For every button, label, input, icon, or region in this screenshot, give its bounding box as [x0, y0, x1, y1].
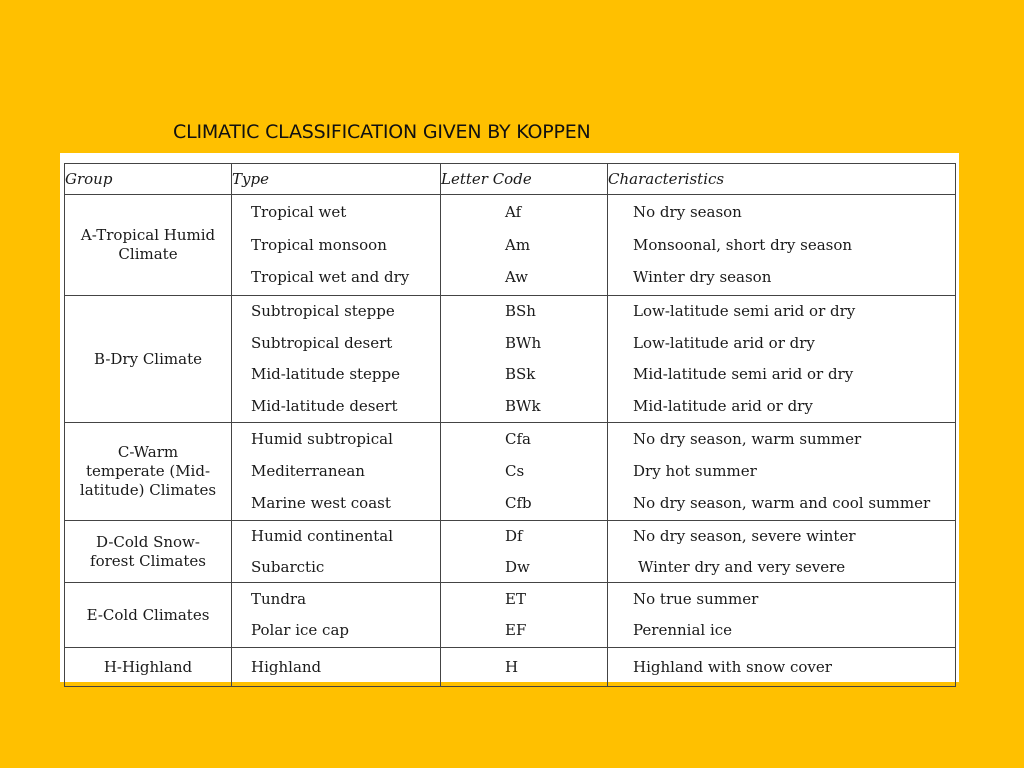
type-text: Subtropical steppe: [251, 302, 395, 321]
type-text: Tundra: [251, 589, 307, 608]
characteristics-text: No dry season, warm summer: [633, 430, 862, 448]
table-row: [65, 521, 956, 583]
group-name-line: latitude) Climates: [79, 481, 217, 499]
group-name-line: C-Warm: [117, 443, 179, 461]
type-cell: [232, 423, 441, 521]
char-cell: [608, 423, 956, 521]
char-cell: [608, 648, 956, 687]
type-text: Marine west coast: [251, 494, 391, 512]
type-text: Mediterranean: [251, 462, 365, 480]
characteristics-text: Monsoonal, short dry season: [633, 235, 853, 254]
char-cell: [608, 583, 956, 648]
characteristics-text: Dry hot summer: [633, 462, 757, 480]
header-letter-code: Letter Code: [441, 164, 608, 195]
characteristics-text: No dry season: [633, 202, 742, 221]
characteristics-text: Highland with snow cover: [633, 657, 832, 676]
code-cell: [441, 521, 608, 583]
koppen-classification-table: [64, 163, 956, 687]
slide-title: CLIMATIC CLASSIFICATION GIVEN BY KOPPEN: [173, 121, 591, 143]
type-text: Polar ice cap: [251, 621, 349, 640]
char-cell: [608, 521, 956, 583]
letter-code-text: EF: [505, 621, 527, 640]
type-text: Tropical wet and dry: [251, 268, 410, 287]
type-text: Humid continental: [251, 527, 394, 545]
group-name-line: A-Tropical Humid: [80, 226, 216, 244]
char-cell: [608, 296, 956, 423]
code-cell: [441, 583, 608, 648]
type-cell: [232, 648, 441, 687]
characteristics-text: Perennial ice: [633, 621, 733, 640]
header-row: [65, 164, 956, 195]
type-text: Mid-latitude steppe: [251, 365, 401, 384]
group-cell: [65, 648, 232, 687]
type-text: Humid subtropical: [251, 430, 393, 448]
letter-code-text: Cfb: [505, 494, 532, 512]
letter-code-text: ET: [505, 589, 526, 608]
group-cell: [65, 583, 232, 648]
letter-code-text: Aw: [505, 268, 528, 287]
type-text: Highland: [251, 657, 322, 676]
letter-code-text: Am: [505, 235, 531, 254]
type-cell: [232, 195, 441, 296]
letter-code-text: Af: [505, 202, 522, 221]
group-name-line: D-Cold Snow-: [96, 532, 200, 551]
header-characteristics: Characteristics: [608, 164, 956, 195]
letter-code-text: H: [505, 657, 519, 676]
char-cell: [608, 195, 956, 296]
group-name-line: Climate: [118, 245, 178, 263]
letter-code-text: BSh: [505, 302, 536, 321]
type-cell: [232, 296, 441, 423]
characteristics-text: Mid-latitude semi arid or dry: [633, 365, 854, 384]
characteristics-text: Winter dry season: [633, 268, 772, 287]
group-name-line: forest Climates: [90, 551, 206, 570]
letter-code-text: BSk: [505, 365, 536, 384]
table-row: [65, 296, 956, 423]
group-cell: [65, 521, 232, 583]
group-cell: [65, 423, 232, 521]
table-body: [65, 195, 956, 687]
group-name-line: temperate (Mid-: [85, 462, 211, 480]
type-text: Subarctic: [251, 558, 325, 576]
characteristics-text: Low-latitude semi arid or dry: [633, 302, 856, 321]
characteristics-text: Winter dry and very severe: [638, 558, 846, 576]
type-text: Tropical monsoon: [251, 235, 387, 254]
type-text: Mid-latitude desert: [251, 396, 398, 415]
type-cell: [232, 583, 441, 648]
table-row: [65, 423, 956, 521]
code-cell: [441, 296, 608, 423]
type-text: Subtropical desert: [251, 333, 393, 352]
letter-code-text: BWh: [505, 333, 542, 352]
characteristics-text: No true summer: [633, 589, 759, 608]
type-cell: [232, 521, 441, 583]
characteristics-text: No dry season, warm and cool summer: [633, 494, 931, 512]
letter-code-text: BWk: [505, 396, 541, 415]
table-row: [65, 583, 956, 648]
characteristics-text: No dry season, severe winter: [633, 527, 856, 545]
group-cell: [65, 195, 232, 296]
letter-code-text: Cs: [505, 462, 525, 480]
letter-code-text: Dw: [505, 558, 530, 576]
group-name-line: E-Cold Climates: [86, 605, 210, 624]
table-row: [65, 195, 956, 296]
header-group: Group: [65, 164, 232, 195]
characteristics-text: Low-latitude arid or dry: [633, 333, 815, 352]
group-name-line: H-Highland: [103, 657, 193, 676]
characteristics-text: Mid-latitude arid or dry: [633, 396, 813, 415]
table-image-frame: [60, 153, 959, 682]
header-type: Type: [232, 164, 441, 195]
letter-code-text: Cfa: [505, 430, 531, 448]
type-text: Tropical wet: [251, 202, 347, 221]
group-name-line: B-Dry Climate: [94, 349, 202, 368]
code-cell: [441, 423, 608, 521]
code-cell: [441, 648, 608, 687]
group-cell: [65, 296, 232, 423]
code-cell: [441, 195, 608, 296]
letter-code-text: Df: [505, 527, 523, 545]
table-row: [65, 648, 956, 687]
